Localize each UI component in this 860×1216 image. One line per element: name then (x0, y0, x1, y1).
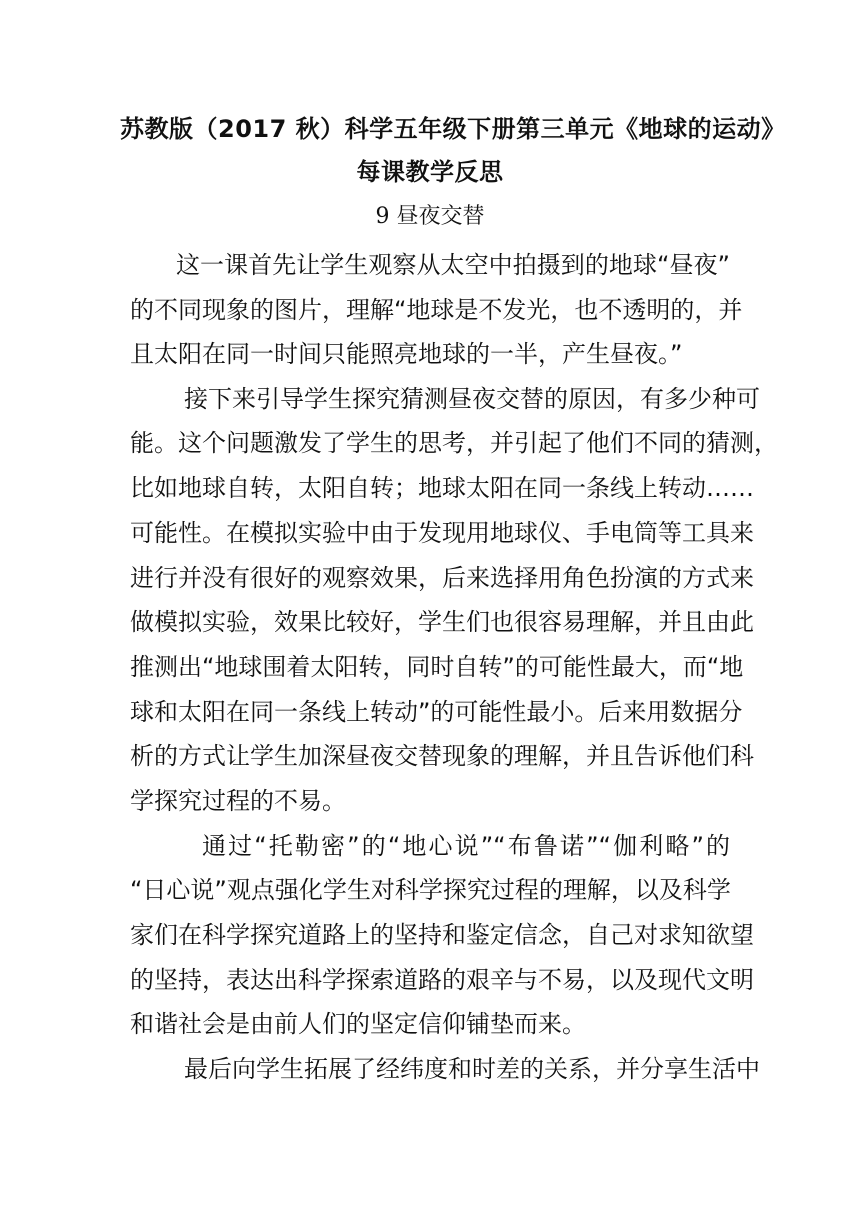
paragraph-2-line-4: 可能性。在模拟实验中由于发现用地球仪、手电筒等工具来 (130, 519, 754, 547)
lesson-heading: 9 昼夜交替 (375, 204, 485, 229)
paragraph-3-line-2: “日心说”观点强化学生对科学探究过程的理解，以及科学 (130, 876, 731, 904)
paragraph-2-line-1: 接下来引导学生探究猜测昼夜交替的原因，有多少种可 (184, 385, 760, 413)
paragraph-4-line-1: 最后向学生拓展了经纬度和时差的关系，并分享生活中 (184, 1055, 760, 1083)
paragraph-1-line-2: 的不同现象的图片，理解“地球是不发光，也不透明的，并 (130, 296, 743, 324)
paragraph-2-line-5: 进行并没有很好的观察效果，后来选择用角色扮演的方式来 (130, 564, 754, 592)
paragraph-2-line-8: 球和太阳在同一条线上转动”的可能性最小。后来用数据分 (130, 698, 743, 726)
paragraph-2-line-3: 比如地球自转，太阳自转；地球太阳在同一条线上转动…… (130, 474, 754, 502)
paragraph-3-line-1: 通过“托勒密”的“地心说”“布鲁诺”“伽利略”的 (202, 832, 730, 860)
paragraph-2-line-7: 推测出“地球围着太阳转，同时自转”的可能性最大，而“地 (130, 653, 744, 681)
document-title-line-2: 每课教学反思 (356, 158, 504, 186)
paragraph-2-line-10: 学探究过程的不易。 (130, 787, 346, 815)
paragraph-3-line-3: 家们在科学探究道路上的坚持和鉴定信念，自己对求知欲望 (130, 921, 754, 949)
paragraph-3-line-4: 的坚持，表达出科学探索道路的艰辛与不易，以及现代文明 (130, 966, 754, 994)
paragraph-2-line-2: 能。这个问题激发了学生的思考，并引起了他们不同的猜测， (130, 429, 778, 457)
document-title-line-1: 苏教版（2017 秋）科学五年级下册第三单元《地球的运动》 (120, 115, 786, 143)
paragraph-3-line-5: 和谐社会是由前人们的坚定信仰铺垫而来。 (130, 1010, 586, 1038)
paragraph-1-line-1: 这一课首先让学生观察从太空中拍摄到的地球“昼夜” (176, 251, 730, 279)
paragraph-2-line-9: 析的方式让学生加深昼夜交替现象的理解，并且告诉他们科 (130, 742, 754, 770)
paragraph-1-line-3: 且太阳在同一时间只能照亮地球的一半，产生昼夜。” (130, 340, 683, 368)
paragraph-2-line-6: 做模拟实验，效果比较好，学生们也很容易理解，并且由此 (130, 608, 754, 636)
